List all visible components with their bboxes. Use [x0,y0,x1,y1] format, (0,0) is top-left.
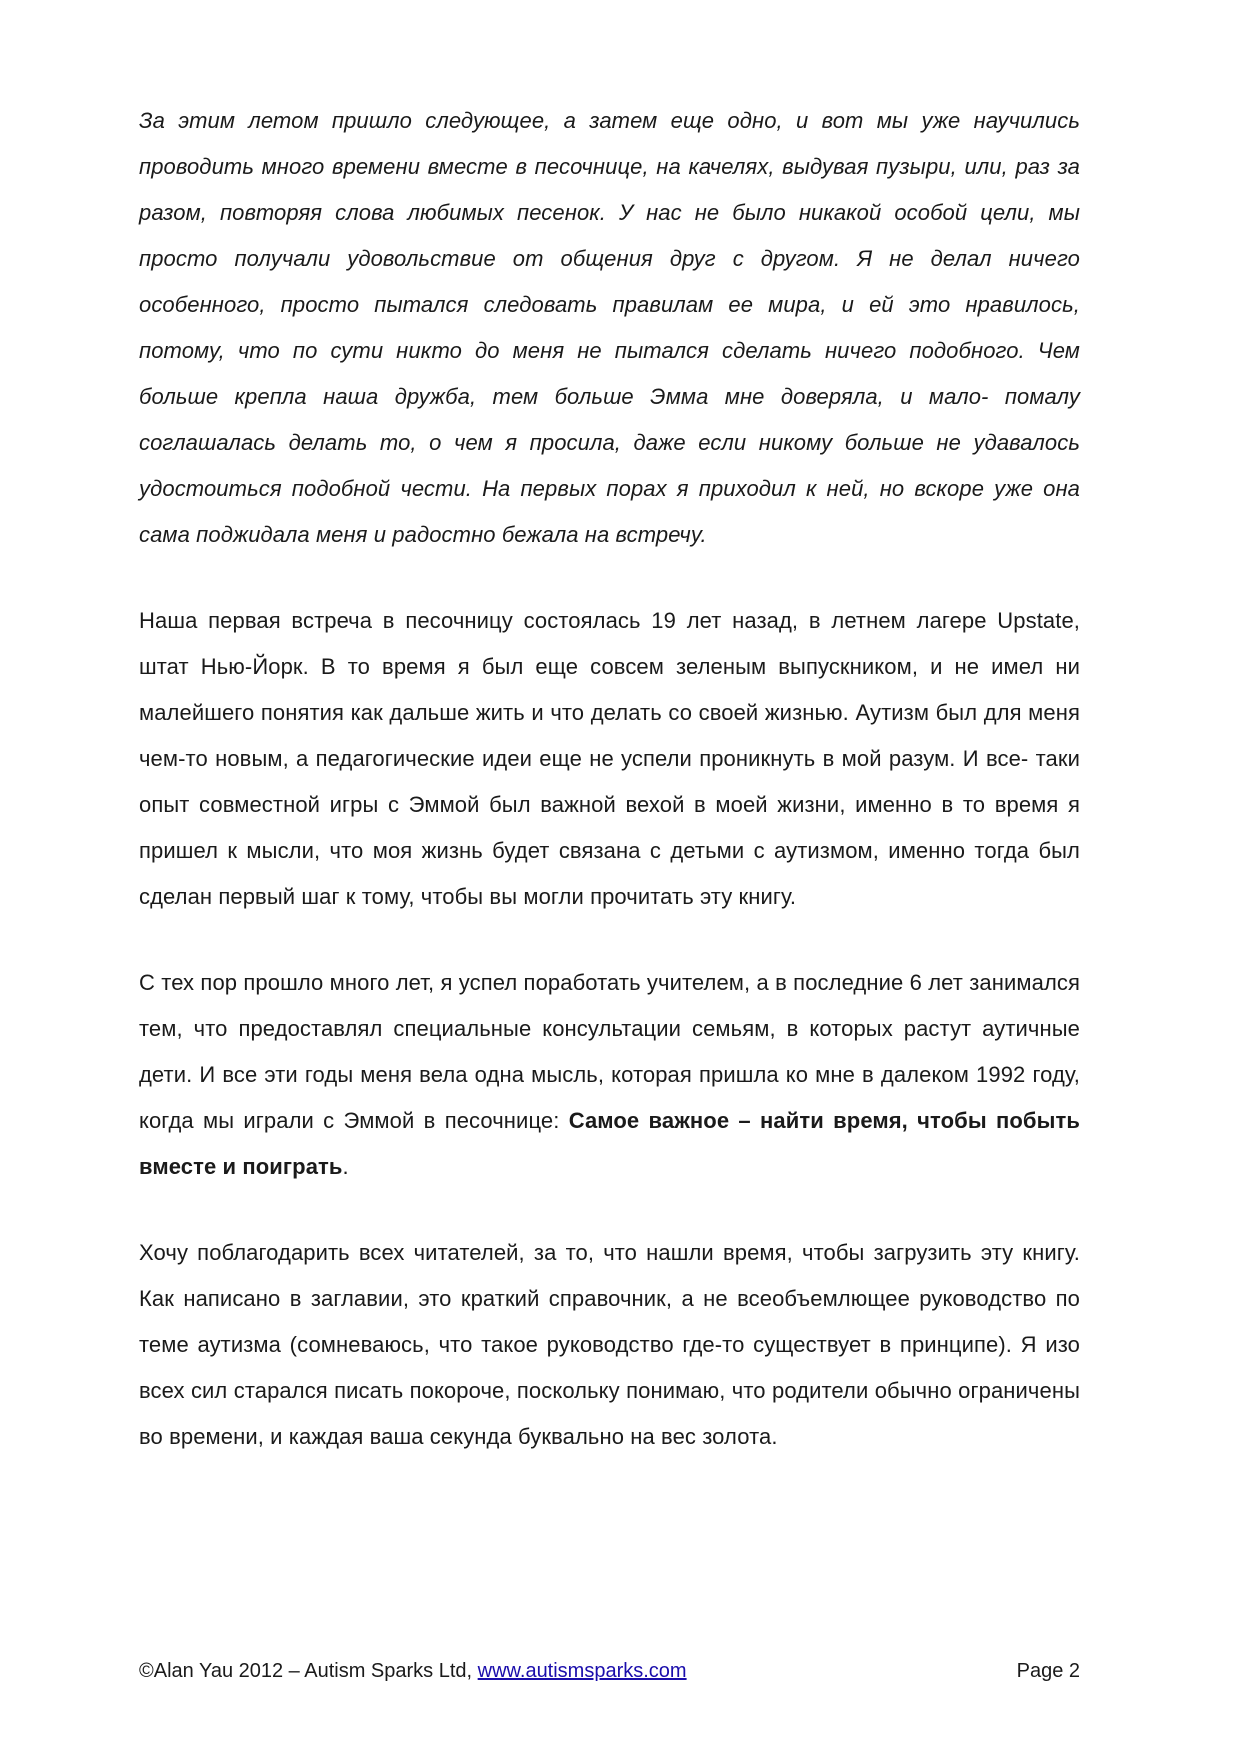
paragraph-3-end: . [342,1154,349,1179]
paragraph-3-emphasis: Самое важное – найти время, чтобы побыть вместе и поиграть [139,1108,1080,1179]
paragraph-1: За этим летом пришло следующее, а затем еще одно, и вот мы уже научились проводить много времени вместе в песочнице, на качелях, выдувая пузыри, или, раз за разом, повторяя слова любимых песенок. У нас не было никакой особой цели, мы просто получали удовольствие от общения друг с другом. Я не делал ничего особенного, просто пытался следовать правилам ее мира, и ей это нравилось, потому, что по сути никто до меня не пытался сделать ничего подобного. Чем больше крепла наша дружба, тем больше Эмма мне доверяла, и мало- помалу соглашалась делать то, о чем я просила, даже если никому больше не удавалось удостоиться подобной чести. На первых порах я приходил к ней, но вскоре уже она сама поджидала меня и радостно бежала на встречу. [139,108,1080,547]
page-number: Page 2 [1016,1660,1080,1682]
paragraph-3 [139,960,1080,1190]
website-link[interactable]: www.autismsparks.com [477,1660,687,1682]
page-footer [139,1656,1080,1686]
copyright-text: ©Alan Yau 2012 – Autism Sparks Ltd, [139,1660,478,1682]
paragraph-4: Хочу поблагодарить всех читателей, за то, что нашли время, чтобы загрузить эту книгу. Как написано в заглавии, это краткий справочник, а не всеобъемлющее руководство по теме аутизма (сомневаюсь, что такое руководство где-то существует в принципе). Я изо всех сил старался писать покороче, поскольку понимаю, что родители обычно ограничены во времени, и каждая ваша секунда буквально на вес золота. [139,1240,1080,1449]
paragraph-spacer [139,920,1080,960]
page-body [139,98,1080,1460]
paragraph-2: Наша первая встреча в песочницу состоялась 19 лет назад, в летнем лагере Upstate, штат Нью-Йорк. В то время я был еще совсем зеленым выпускником, и не имел ни малейшего понятия как дальше жить и что делать со своей жизнью. Аутизм был для меня чем-то новым, а педагогические идеи еще не успели проникнуть в мой разум. И все- таки опыт совместной игры с Эммой был важной вехой в моей жизни, именно в то время я пришел к мысли, что моя жизнь будет связана с детьми с аутизмом, именно тогда был сделан первый шаг к тому, чтобы вы могли прочитать эту книгу. [139,608,1080,909]
paragraph-3-text: С тех пор прошло много лет, я успел поработать учителем, а в последние 6 лет занимался тем, что предоставлял специальные консультации семьям, в которых растут аутичные дети. И все эти годы меня вела одна мысль, которая пришла ко мне в далеком 1992 году, когда мы играли с Эммой в песочнице: [139,970,1080,1133]
footer-copyright [139,1656,687,1686]
paragraph-spacer [139,1190,1080,1230]
paragraph-spacer [139,558,1080,598]
